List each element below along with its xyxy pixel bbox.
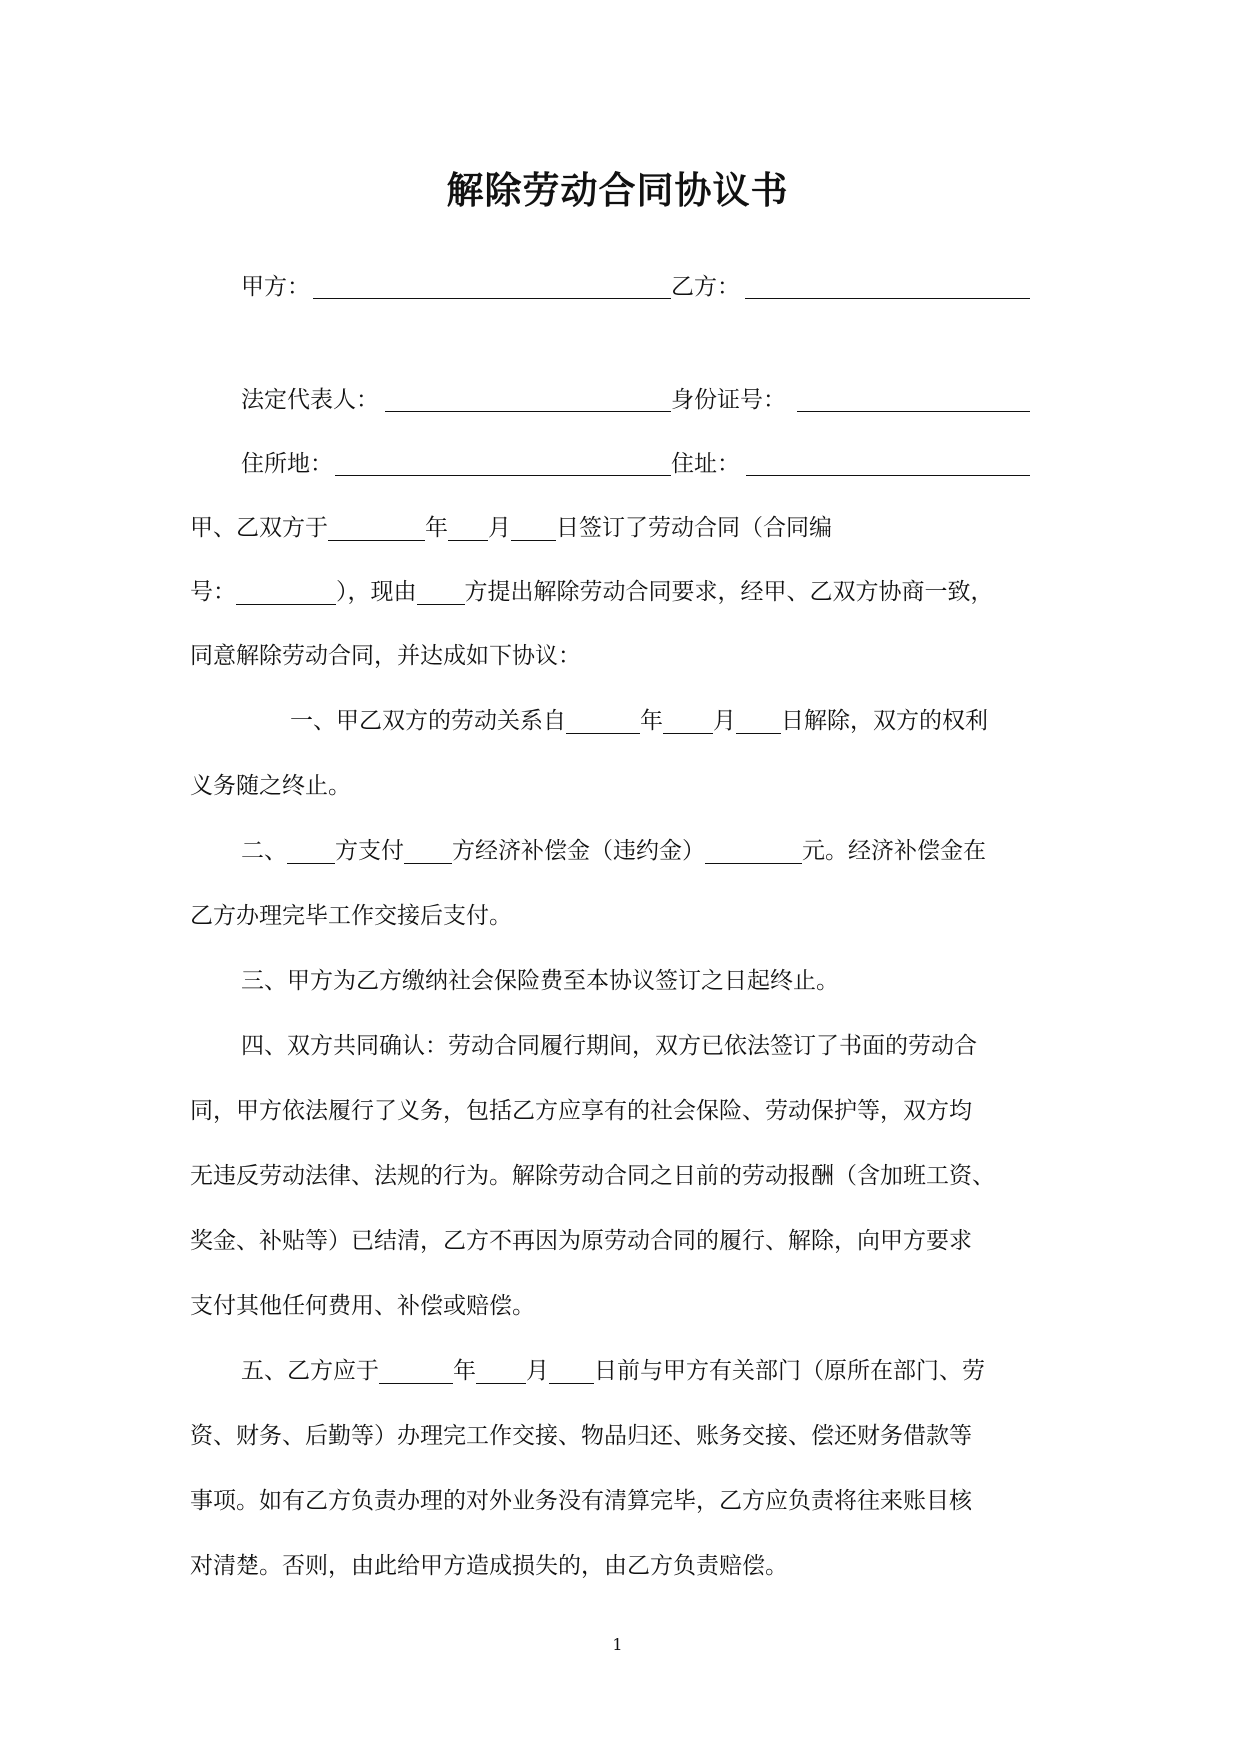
clause-4-text: 支付其他任何费用、补偿或赔偿。	[190, 1293, 535, 1319]
contract-no-blank[interactable]	[236, 582, 336, 605]
clause-2-text-2: 方支付	[335, 838, 404, 864]
id-number-line	[671, 385, 786, 415]
intro-text-2: 日签订了劳动合同（合同编	[556, 515, 832, 541]
id-number-label: 身份证号：	[671, 387, 786, 413]
domicile-blank[interactable]	[335, 475, 671, 476]
clause-5-text: 资、财务、后勤等）办理完工作交接、物品归还、账务交接、偿还财务借款等	[190, 1423, 972, 1449]
clause-5-line-1	[241, 1356, 985, 1386]
clause-5-text: 对清楚。否则，由此给甲方造成损失的，由乙方负责赔偿。	[190, 1553, 788, 1579]
intro-line-2	[190, 577, 994, 607]
clause-4-line-1	[241, 1031, 977, 1061]
intro-text-4: 方提出解除劳动合同要求，经甲、乙双方协商一致，	[464, 579, 994, 605]
year-label: 年	[453, 1358, 476, 1384]
signed-year-blank[interactable]	[328, 518, 425, 541]
intro-line-1	[190, 513, 832, 543]
clause-1-text-2: 日解除，双方的权利	[781, 708, 988, 734]
clause-4-line-5	[190, 1291, 535, 1321]
clause-4-line-4	[190, 1226, 972, 1256]
clause-2-text-4: 元。经济补偿金在	[802, 838, 986, 864]
signed-month-blank[interactable]	[448, 518, 488, 541]
intro-line-3	[190, 641, 581, 671]
clause-2-line-2	[190, 901, 512, 931]
domicile-label: 住所地：	[241, 451, 333, 477]
intro-text-5: 同意解除劳动合同，并达成如下协议：	[190, 643, 581, 669]
clause-3-line	[241, 966, 839, 996]
month-label: 月	[526, 1358, 549, 1384]
termination-month-blank[interactable]	[663, 711, 713, 734]
clause-1-text: 一、甲乙双方的劳动关系自	[290, 708, 566, 734]
receiving-party-blank[interactable]	[404, 841, 452, 864]
clause-5-line-2	[190, 1421, 972, 1451]
paying-party-blank[interactable]	[287, 841, 335, 864]
year-label: 年	[425, 515, 448, 541]
clause-4-text: 同，甲方依法履行了义务，包括乙方应享有的社会保险、劳动保护等，双方均	[190, 1098, 972, 1124]
clause-2-line-1	[241, 836, 986, 866]
clause-4-text: 四、双方共同确认：劳动合同履行期间，双方已依法签订了书面的劳动合	[241, 1033, 977, 1059]
clause-4-line-3	[190, 1161, 995, 1191]
handover-month-blank[interactable]	[476, 1361, 526, 1384]
domicile-line	[241, 449, 333, 479]
signed-day-blank[interactable]	[511, 518, 556, 541]
legal-rep-line	[241, 385, 379, 415]
page-number: 1	[612, 1635, 623, 1654]
legal-rep-blank[interactable]	[385, 411, 671, 412]
clause-5-line-4	[190, 1551, 788, 1581]
proposing-party-blank[interactable]	[417, 582, 465, 605]
month-label: 月	[488, 515, 511, 541]
clause-4-text: 无违反劳动法律、法规的行为。解除劳动合同之日前的劳动报酬（含加班工资、	[190, 1163, 995, 1189]
contract-no-label: 号：	[190, 579, 236, 605]
clause-4-line-2	[190, 1096, 972, 1126]
handover-day-blank[interactable]	[549, 1361, 594, 1384]
year-label: 年	[640, 708, 663, 734]
address-label: 住址：	[671, 451, 740, 477]
intro-text-3: ），现由	[336, 579, 417, 605]
clause-4-text: 奖金、补贴等）已结清，乙方不再因为原劳动合同的履行、解除，向甲方要求	[190, 1228, 972, 1254]
clause-5-text: 事项。如有乙方负责办理的对外业务没有清算完毕，乙方应负责将往来账目核	[190, 1488, 972, 1514]
handover-year-blank[interactable]	[379, 1361, 453, 1384]
address-line	[671, 449, 740, 479]
clause-5-text: 五、乙方应于	[241, 1358, 379, 1384]
clause-2-text: 二、	[241, 838, 287, 864]
party-a-line	[241, 272, 310, 302]
clause-2-text-3: 方经济补偿金（违约金）	[452, 838, 705, 864]
month-label: 月	[713, 708, 736, 734]
clause-1-line-2	[190, 771, 351, 801]
clause-1-text-3: 义务随之终止。	[190, 773, 351, 799]
termination-day-blank[interactable]	[736, 711, 781, 734]
clause-1-line-1	[290, 706, 988, 736]
party-b-line	[671, 272, 740, 302]
party-a-label: 甲方：	[241, 274, 310, 300]
compensation-amount-blank[interactable]	[705, 841, 802, 864]
address-blank[interactable]	[746, 475, 1030, 476]
legal-rep-label: 法定代表人：	[241, 387, 379, 413]
party-b-blank[interactable]	[745, 298, 1030, 299]
clause-2-text-5: 乙方办理完毕工作交接后支付。	[190, 903, 512, 929]
clause-5-text-2: 日前与甲方有关部门（原所在部门、劳	[594, 1358, 985, 1384]
id-number-blank[interactable]	[797, 411, 1030, 412]
clause-5-line-3	[190, 1486, 972, 1516]
party-a-blank[interactable]	[313, 298, 671, 299]
document-title: 解除劳动合同协议书	[446, 168, 789, 212]
party-b-label: 乙方：	[671, 274, 740, 300]
clause-3-text: 三、甲方为乙方缴纳社会保险费至本协议签订之日起终止。	[241, 968, 839, 994]
intro-text: 甲、乙双方于	[190, 515, 328, 541]
termination-year-blank[interactable]	[566, 711, 640, 734]
